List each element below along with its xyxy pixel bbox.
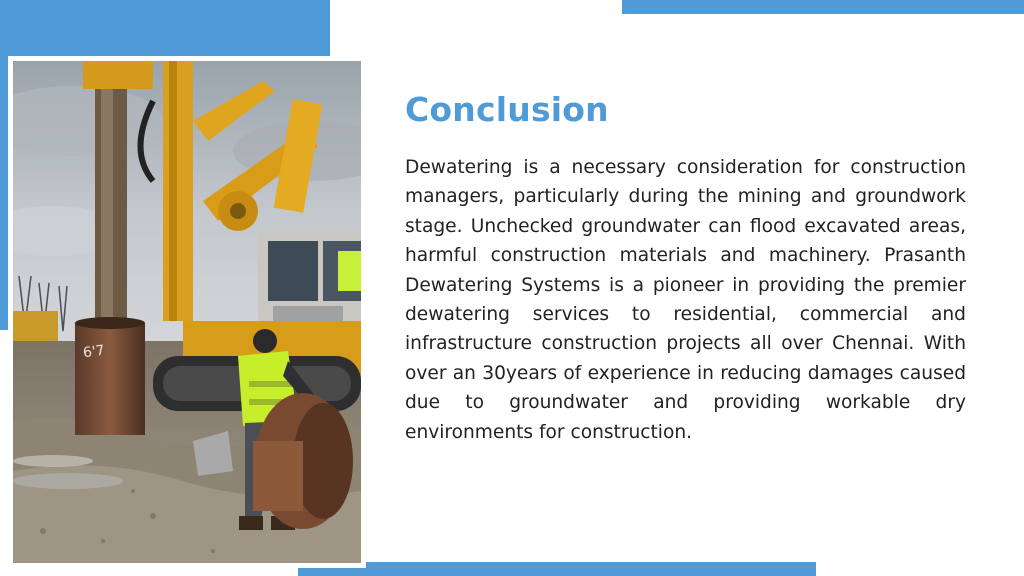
steel-casing — [75, 323, 145, 435]
slide-title: Conclusion — [405, 90, 609, 129]
drill-mast — [163, 61, 193, 321]
photo-frame — [8, 56, 366, 568]
accent-bar-bottom — [298, 562, 816, 576]
conclusion-paragraph: Dewatering is a necessary consideration for construction managers, particularly during the mining and groundwork stage. Unchecked groundwater can flood excavated areas, harmful construction materials and machinery. Prasanth Dewatering Systems is a pioneer in providing the premier dewatering services to residential, commercial and infrastructure construction projects all over Chennai. With over an 30years of experience in reducing damages caused due to groundwater and providing workable dry environments for construction. — [405, 157, 966, 443]
construction-site-photo — [13, 61, 361, 563]
distant-machine — [13, 311, 58, 341]
pile-marking: 6'7 — [82, 342, 106, 362]
accent-bar-top-right — [622, 0, 1024, 14]
